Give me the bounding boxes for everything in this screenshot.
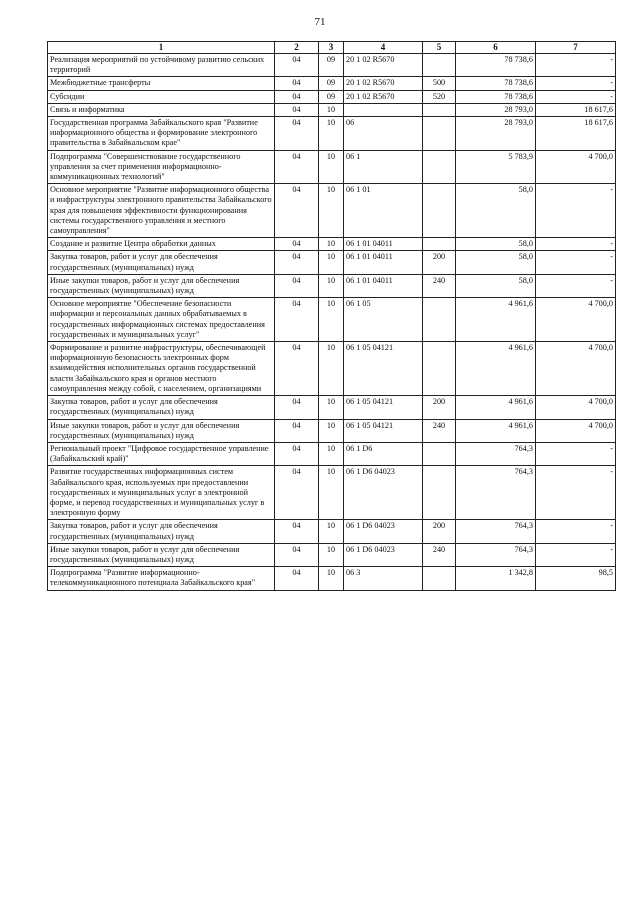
target-article-cell: 06 1 [344, 150, 423, 184]
amount-cell: - [536, 442, 616, 465]
amount-cell: - [536, 274, 616, 297]
subsection-code-cell: 10 [319, 419, 344, 442]
expense-type-cell: 200 [423, 396, 456, 419]
amount-cell: - [536, 520, 616, 543]
target-article-cell: 06 1 D6 04023 [344, 543, 423, 566]
section-code-cell: 04 [275, 419, 319, 442]
table-row [48, 520, 616, 543]
target-article-cell: 06 1 D6 [344, 442, 423, 465]
section-code-cell: 04 [275, 442, 319, 465]
target-article-cell: 06 1 05 04121 [344, 419, 423, 442]
subsection-code-cell: 10 [319, 567, 344, 590]
subsection-code-cell: 10 [319, 103, 344, 116]
amount-cell: - [536, 54, 616, 77]
expense-type-cell: 200 [423, 251, 456, 274]
subsection-code-cell: 10 [319, 184, 344, 238]
table-row [48, 274, 616, 297]
section-code-cell: 04 [275, 251, 319, 274]
table-row [48, 419, 616, 442]
section-code-cell: 04 [275, 90, 319, 103]
subsection-code-cell: 09 [319, 90, 344, 103]
expense-type-cell: 200 [423, 520, 456, 543]
expense-type-cell [423, 117, 456, 151]
target-article-cell: 20 1 02 R5670 [344, 90, 423, 103]
amount-cell: 58,0 [456, 238, 536, 251]
amount-cell: 78 738,6 [456, 54, 536, 77]
target-article-cell: 06 1 01 04011 [344, 251, 423, 274]
item-name-cell: Закупка товаров, работ и услуг для обеспечения государственных (муниципальных) нужд [48, 520, 275, 543]
amount-cell: 78 738,6 [456, 90, 536, 103]
amount-cell: 4 700,0 [536, 150, 616, 184]
target-article-cell: 06 3 [344, 567, 423, 590]
subsection-code-cell: 10 [319, 543, 344, 566]
item-name-cell: Иные закупки товаров, работ и услуг для обеспечения государственных (муниципальных) нужд [48, 543, 275, 566]
section-code-cell: 04 [275, 520, 319, 543]
target-article-cell: 06 1 D6 04023 [344, 466, 423, 520]
item-name-cell: Иные закупки товаров, работ и услуг для обеспечения государственных (муниципальных) нужд [48, 419, 275, 442]
expense-type-cell [423, 150, 456, 184]
expense-type-cell: 240 [423, 543, 456, 566]
table-body [48, 54, 616, 591]
amount-cell: - [536, 251, 616, 274]
section-code-cell: 04 [275, 396, 319, 419]
table-row [48, 298, 616, 342]
table-row [48, 90, 616, 103]
item-name-cell: Создание и развитие Центра обработки данных [48, 238, 275, 251]
column-header: 3 [319, 42, 344, 54]
section-code-cell: 04 [275, 117, 319, 151]
column-header: 1 [48, 42, 275, 54]
amount-cell: 58,0 [456, 274, 536, 297]
item-name-cell: Региональный проект "Цифровое государственное управление (Забайкальский край)" [48, 442, 275, 465]
item-name-cell: Развитие государственных информационных систем Забайкальского края, используемых при предоставлении государственных и муниципальных услуг в электронной форме, и перевод государственных и муниципальных услуг в электронную форму [48, 466, 275, 520]
table-row [48, 54, 616, 77]
item-name-cell: Формирование и развитие инфраструктуры, обеспечивающей информационную безопасность электронных форм взаимодействия исполнительных органов государственной власти Забайкальского края и органов местного самоуправления между собой, с населением, организациями [48, 342, 275, 396]
table-row [48, 77, 616, 90]
item-name-cell: Связь и информатика [48, 103, 275, 116]
amount-cell: - [536, 466, 616, 520]
amount-cell: 764,3 [456, 442, 536, 465]
target-article-cell: 06 1 01 04011 [344, 238, 423, 251]
section-code-cell: 04 [275, 543, 319, 566]
target-article-cell: 20 1 02 R5670 [344, 77, 423, 90]
table-row [48, 567, 616, 590]
section-code-cell: 04 [275, 274, 319, 297]
section-code-cell: 04 [275, 466, 319, 520]
item-name-cell: Закупка товаров, работ и услуг для обеспечения государственных (муниципальных) нужд [48, 251, 275, 274]
target-article-cell: 06 1 01 [344, 184, 423, 238]
target-article-cell [344, 103, 423, 116]
amount-cell: 4 961,6 [456, 298, 536, 342]
amount-cell: 4 961,6 [456, 342, 536, 396]
amount-cell: 4 700,0 [536, 298, 616, 342]
subsection-code-cell: 09 [319, 77, 344, 90]
amount-cell: 1 342,8 [456, 567, 536, 590]
amount-cell: 5 783,9 [456, 150, 536, 184]
target-article-cell: 06 1 01 04011 [344, 274, 423, 297]
amount-cell: - [536, 184, 616, 238]
expense-type-cell: 500 [423, 77, 456, 90]
amount-cell: - [536, 77, 616, 90]
budget-table [47, 41, 616, 591]
column-header: 5 [423, 42, 456, 54]
column-header: 6 [456, 42, 536, 54]
expense-type-cell [423, 466, 456, 520]
target-article-cell: 06 1 05 [344, 298, 423, 342]
amount-cell: - [536, 543, 616, 566]
subsection-code-cell: 10 [319, 251, 344, 274]
amount-cell: 764,3 [456, 520, 536, 543]
section-code-cell: 04 [275, 567, 319, 590]
subsection-code-cell: 10 [319, 274, 344, 297]
section-code-cell: 04 [275, 184, 319, 238]
expense-type-cell [423, 238, 456, 251]
item-name-cell: Субсидии [48, 90, 275, 103]
item-name-cell: Государственная программа Забайкальского края "Развитие информационного общества и формирование электронного правительства в Забайкальском крае" [48, 117, 275, 151]
expense-type-cell: 240 [423, 274, 456, 297]
amount-cell: 98,5 [536, 567, 616, 590]
item-name-cell: Подпрограмма "Совершенствование государственного управления за счет применения информационно-коммуникационных технологий" [48, 150, 275, 184]
expense-type-cell [423, 54, 456, 77]
item-name-cell: Подпрограмма "Развитие информационно-телекоммуникационного потенциала Забайкальского края" [48, 567, 275, 590]
table-row [48, 251, 616, 274]
amount-cell: 4 961,6 [456, 419, 536, 442]
table-row [48, 342, 616, 396]
section-code-cell: 04 [275, 54, 319, 77]
expense-type-cell: 240 [423, 419, 456, 442]
amount-cell: 4 700,0 [536, 419, 616, 442]
amount-cell: 764,3 [456, 543, 536, 566]
expense-type-cell [423, 442, 456, 465]
item-name-cell: Основное мероприятие "Развитие информационного общества и инфраструктуры электронного правительства Забайкальского края для повышения эффективности функционирования системы государственного управления и местного самоуправления" [48, 184, 275, 238]
table-row [48, 103, 616, 116]
column-header: 2 [275, 42, 319, 54]
subsection-code-cell: 10 [319, 298, 344, 342]
amount-cell: 4 700,0 [536, 396, 616, 419]
column-header: 4 [344, 42, 423, 54]
amount-cell: 58,0 [456, 251, 536, 274]
amount-cell: 18 617,6 [536, 103, 616, 116]
section-code-cell: 04 [275, 77, 319, 90]
column-header: 7 [536, 42, 616, 54]
expense-type-cell: 520 [423, 90, 456, 103]
table-row [48, 238, 616, 251]
subsection-code-cell: 10 [319, 442, 344, 465]
subsection-code-cell: 10 [319, 117, 344, 151]
section-code-cell: 04 [275, 150, 319, 184]
amount-cell: 58,0 [456, 184, 536, 238]
target-article-cell: 06 1 05 04121 [344, 342, 423, 396]
subsection-code-cell: 10 [319, 396, 344, 419]
expense-type-cell [423, 342, 456, 396]
amount-cell: 28 793,0 [456, 103, 536, 116]
item-name-cell: Реализация мероприятий по устойчивому развитию сельских территорий [48, 54, 275, 77]
section-code-cell: 04 [275, 103, 319, 116]
table-row [48, 184, 616, 238]
amount-cell: 18 617,6 [536, 117, 616, 151]
amount-cell: - [536, 90, 616, 103]
table-row [48, 543, 616, 566]
target-article-cell: 06 1 05 04121 [344, 396, 423, 419]
amount-cell: 28 793,0 [456, 117, 536, 151]
target-article-cell: 06 1 D6 04023 [344, 520, 423, 543]
table-row [48, 117, 616, 151]
subsection-code-cell: 10 [319, 342, 344, 396]
subsection-code-cell: 10 [319, 466, 344, 520]
table-row [48, 442, 616, 465]
amount-cell: 4 700,0 [536, 342, 616, 396]
subsection-code-cell: 10 [319, 238, 344, 251]
section-code-cell: 04 [275, 298, 319, 342]
expense-type-cell [423, 103, 456, 116]
item-name-cell: Закупка товаров, работ и услуг для обеспечения государственных (муниципальных) нужд [48, 396, 275, 419]
item-name-cell: Межбюджетные трансферты [48, 77, 275, 90]
section-code-cell: 04 [275, 342, 319, 396]
table-row [48, 466, 616, 520]
amount-cell: 764,3 [456, 466, 536, 520]
page-number: 71 [314, 16, 326, 28]
target-article-cell: 20 1 02 R5670 [344, 54, 423, 77]
table-row [48, 150, 616, 184]
item-name-cell: Иные закупки товаров, работ и услуг для обеспечения государственных (муниципальных) нужд [48, 274, 275, 297]
subsection-code-cell: 10 [319, 150, 344, 184]
amount-cell: 4 961,6 [456, 396, 536, 419]
subsection-code-cell: 10 [319, 520, 344, 543]
expense-type-cell [423, 567, 456, 590]
expense-type-cell [423, 298, 456, 342]
item-name-cell: Основное мероприятие "Обеспечение безопасности информации и персональных данных обрабатываемых в государственных информационных системах предоставления государственных и муниципальных услуг" [48, 298, 275, 342]
amount-cell: - [536, 238, 616, 251]
expense-type-cell [423, 184, 456, 238]
table-row [48, 396, 616, 419]
table-header-row [48, 42, 616, 54]
amount-cell: 78 738,6 [456, 77, 536, 90]
target-article-cell: 06 [344, 117, 423, 151]
subsection-code-cell: 09 [319, 54, 344, 77]
section-code-cell: 04 [275, 238, 319, 251]
